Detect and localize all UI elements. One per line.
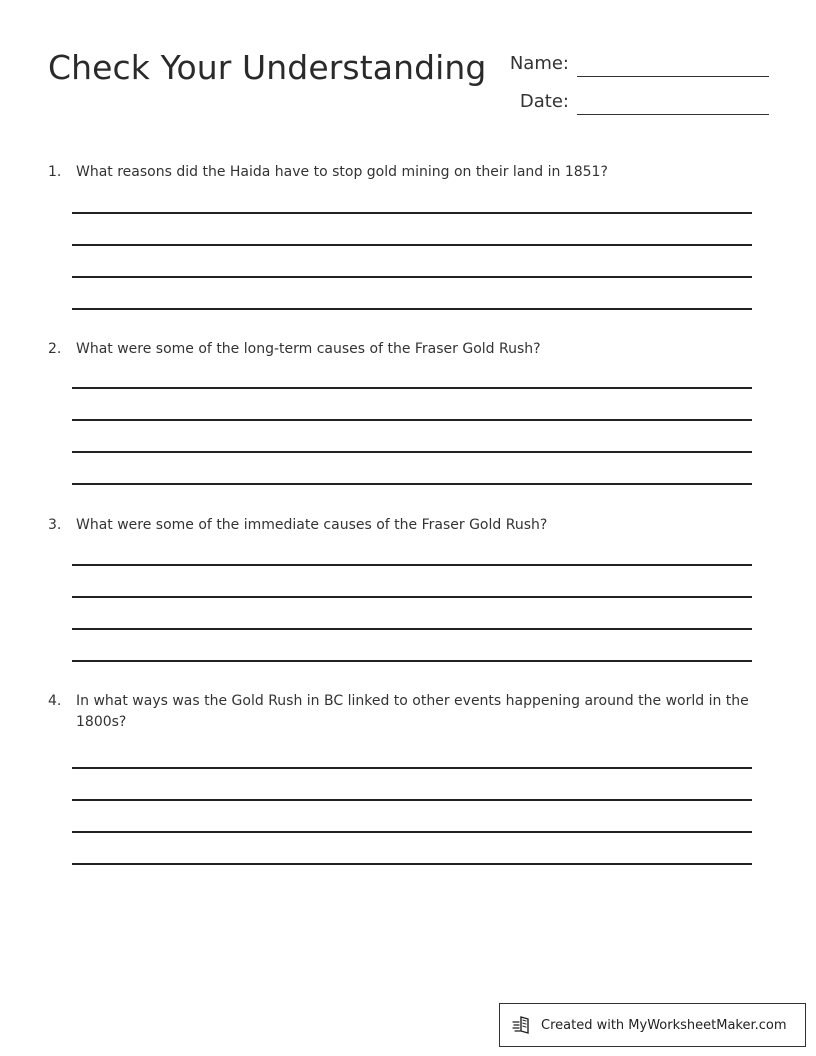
- answer-line[interactable]: [72, 453, 752, 485]
- answer-lines: [72, 737, 752, 865]
- answer-lines: [72, 357, 752, 485]
- question-text: What reasons did the Haida have to stop gold mining on their land in 1851?: [76, 164, 608, 180]
- date-label: Date:: [519, 91, 569, 112]
- date-input-line[interactable]: [577, 93, 769, 115]
- question-4: [48, 691, 752, 865]
- answer-line[interactable]: [72, 566, 752, 598]
- question-number: 2.: [48, 341, 62, 357]
- answer-line[interactable]: [72, 278, 752, 310]
- question-text: What were some of the long-term causes of the Fraser Gold Rush?: [76, 341, 541, 357]
- question-2: [48, 339, 752, 485]
- answer-line[interactable]: [72, 630, 752, 662]
- answer-line[interactable]: [72, 769, 752, 801]
- answer-line[interactable]: [72, 737, 752, 769]
- answer-line[interactable]: [72, 246, 752, 278]
- name-input-line[interactable]: [577, 55, 769, 77]
- date-field: [509, 91, 769, 113]
- answer-line[interactable]: [72, 833, 752, 865]
- answer-line[interactable]: [72, 214, 752, 246]
- footer-badge[interactable]: [499, 1003, 806, 1047]
- page-title: Check Your Understanding: [48, 48, 487, 87]
- question-number: 4.: [48, 693, 62, 709]
- question-3: [48, 515, 752, 662]
- question-text: In what ways was the Gold Rush in BC linked to other events happening around the world in the 1800s?: [76, 693, 749, 730]
- name-label: Name:: [509, 53, 569, 74]
- answer-line[interactable]: [72, 598, 752, 630]
- question-text: What were some of the immediate causes of the Fraser Gold Rush?: [76, 517, 548, 533]
- answer-line[interactable]: [72, 534, 752, 566]
- question-number: 1.: [48, 164, 62, 180]
- answer-line[interactable]: [72, 357, 752, 389]
- answer-line[interactable]: [72, 182, 752, 214]
- answer-line[interactable]: [72, 801, 752, 833]
- question-number: 3.: [48, 517, 62, 533]
- footer-text: Created with MyWorksheetMaker.com: [541, 1017, 787, 1033]
- answer-lines: [72, 182, 752, 310]
- name-field: [509, 53, 769, 75]
- answer-lines: [72, 534, 752, 662]
- answer-line[interactable]: [72, 389, 752, 421]
- answer-line[interactable]: [72, 421, 752, 453]
- worksheet-maker-logo-icon: [512, 1014, 534, 1036]
- question-1: [48, 162, 752, 310]
